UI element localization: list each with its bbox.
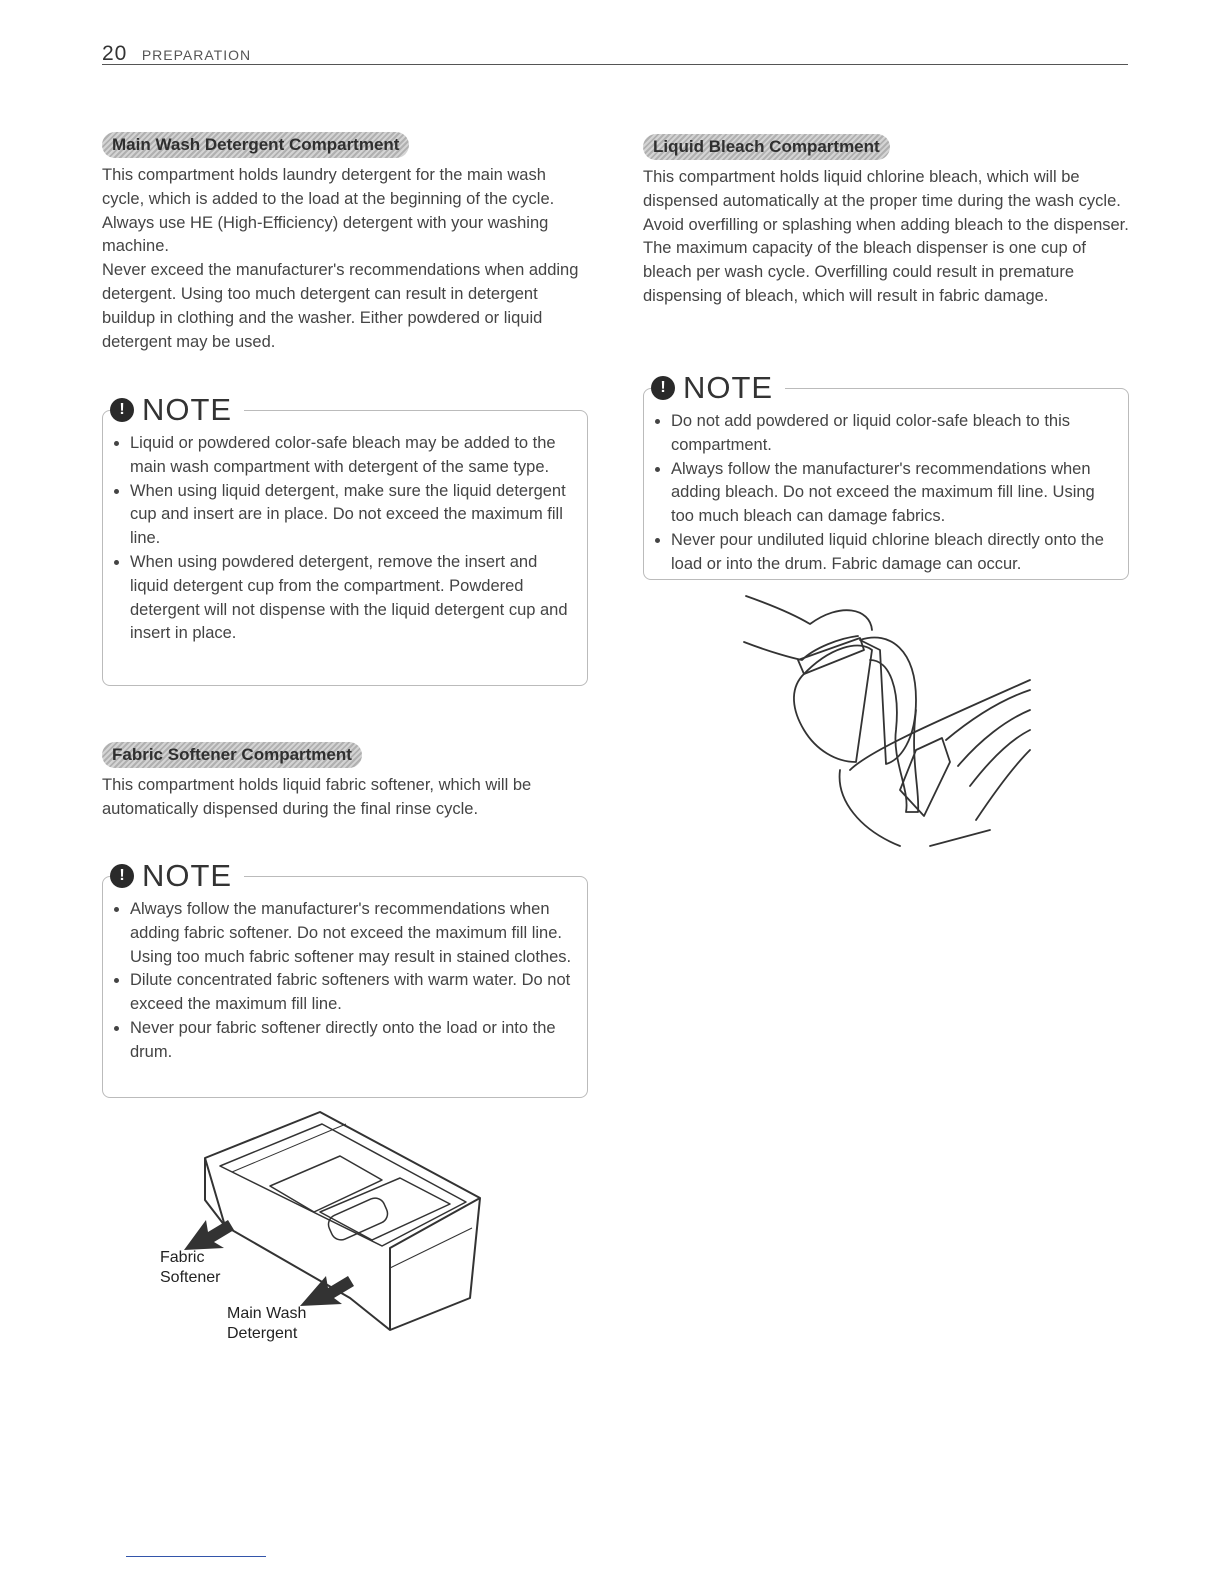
page-header	[102, 42, 1128, 65]
note-item: • Liquid or powdered color-safe bleach may be added to the main wash compartment with detergent of the same type.	[130, 432, 574, 480]
fabric-softener-arrow	[184, 1220, 234, 1250]
note-title: NOTE	[142, 858, 233, 893]
note-item: • Never pour undiluted liquid chlorine bleach directly onto the load or into the drum. Fabric damage can occur.	[671, 529, 1115, 577]
fabric-softener-paragraph: This compartment holds liquid fabric softener, which will be automatically dispensed during the final rinse cycle.	[102, 776, 532, 818]
exclamation-icon: !	[110, 398, 134, 422]
indicator-arrows	[184, 1220, 354, 1306]
note-item: • Dilute concentrated fabric softeners with warm water. Do not exceed the maximum fill line.	[130, 969, 574, 1017]
hand-outline	[746, 596, 872, 630]
note-heading	[110, 856, 244, 896]
main-wash-heading: Main Wash Detergent Compartment	[102, 132, 409, 158]
note-item: • Always follow the manufacturer's recommendations when adding bleach. Do not exceed the maximum fill line. Using too much bleach can damage fabrics.	[671, 458, 1115, 529]
liquid-bleach-note	[643, 368, 1129, 580]
label-main-wash: Main Wash	[227, 1305, 307, 1322]
exclamation-icon: !	[651, 376, 675, 400]
note-list	[112, 898, 574, 1065]
main-wash-section	[102, 132, 588, 354]
liquid-bleach-paragraph: This compartment holds liquid chlorine bleach, which will be dispensed automatically at the proper time during the wash cycle. Avoid overfilling or splashing when adding bleach to the dispenser. The maximum capacity of the bleach dispenser is one cup of bleach per wash cycle. Overfilling could result in premature dispensing of bleach, which will result in fabric damage.	[643, 168, 1129, 305]
fabric-softener-text	[102, 774, 588, 822]
main-wash-text	[102, 164, 588, 354]
label-detergent: Detergent	[227, 1325, 298, 1342]
label-softener: Softener	[160, 1269, 221, 1286]
note-item: • Always follow the manufacturer's recommendations when adding fabric softener. Do not exceed the maximum fill line. Using too much fabric softener may result in stained clothes.	[130, 898, 574, 969]
fabric-softener-heading: Fabric Softener Compartment	[102, 742, 362, 768]
main-wash-paragraph-1: This compartment holds laundry detergent for the main wash cycle, which is added to the load at the beginning of the cycle. Always use HE (High-Efficiency) detergent with your washing machine.	[102, 166, 555, 256]
section-title: PREPARATION	[141, 47, 252, 63]
main-wash-note	[102, 390, 588, 686]
note-heading	[110, 390, 244, 430]
note-item: • Do not add powdered or liquid color-safe bleach to this compartment.	[671, 410, 1115, 458]
footer-rule	[126, 1556, 266, 1557]
main-wash-arrow	[300, 1276, 354, 1306]
exclamation-icon: !	[110, 864, 134, 888]
liquid-bleach-heading: Liquid Bleach Compartment	[643, 134, 890, 160]
washer-top-left	[840, 770, 900, 846]
bleach-dispenser-slot	[900, 738, 950, 816]
note-title: NOTE	[142, 392, 233, 427]
fabric-softener-note	[102, 856, 588, 1098]
dispenser-drawer-illustration	[150, 1108, 500, 1348]
main-wash-paragraph-2: Never exceed the manufacturer's recommendations when adding detergent. Using too much detergent can result in detergent buildup in clothing and the washer. Either powdered or liquid detergent may be used.	[102, 261, 579, 351]
fabric-softener-section	[102, 742, 588, 822]
softener-cup	[270, 1156, 382, 1212]
note-list	[112, 432, 574, 646]
liquid-bleach-text	[643, 166, 1129, 309]
note-list	[653, 410, 1115, 577]
note-title: NOTE	[683, 370, 774, 405]
page-number: 20	[102, 42, 128, 65]
pouring-bleach-illustration	[740, 590, 1040, 850]
detergent-cup	[320, 1178, 450, 1240]
label-fabric: Fabric	[160, 1249, 205, 1266]
note-heading	[651, 368, 785, 408]
note-item: • When using powdered detergent, remove the insert and liquid detergent cup from the compartment. Powdered detergent will not dispense with the liquid detergent cup and insert in place.	[130, 551, 574, 646]
note-item: • Never pour fabric softener directly onto the load or into the drum.	[130, 1017, 574, 1065]
liquid-bleach-section	[643, 134, 1129, 309]
note-item: • When using liquid detergent, make sure the liquid detergent cup and insert are in place. Do not exceed the maximum fill line.	[130, 480, 574, 551]
